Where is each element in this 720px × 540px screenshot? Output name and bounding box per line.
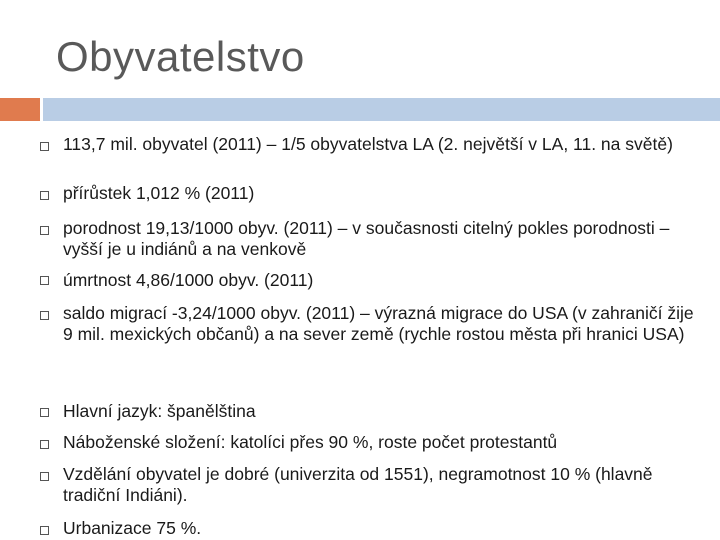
square-bullet-icon: [40, 408, 49, 417]
square-bullet-icon: [40, 311, 49, 320]
bullet-text: porodnost 19,13/1000 obyv. (2011) – v současnosti citelný pokles porodnosti – vyšší je u indiánů a na venkově: [63, 218, 670, 259]
bullet-text: Urbanizace 75 %.: [63, 518, 202, 538]
square-bullet-icon: [40, 526, 49, 535]
square-bullet-icon: [40, 276, 49, 285]
bullet-text: saldo migrací -3,24/1000 obyv. (2011) – výrazná migrace do USA (v zahraničí žije 9 mil. mexických občanů) a na sever země (rychle rostou města při hranici USA): [63, 303, 694, 344]
slide-title: Obyvatelstvo: [56, 33, 305, 80]
bullet-text: Vzdělání obyvatel je dobré (univerzita od 1551), negramotnost 10 % (hlavně tradiční Indiáni).: [63, 464, 653, 505]
title-accent-bar-orange: [0, 98, 40, 121]
bullet-text: Hlavní jazyk: španělština: [63, 401, 256, 421]
title-accent-bar-blue: [43, 98, 720, 121]
square-bullet-icon: [40, 440, 49, 449]
square-bullet-icon: [40, 191, 49, 200]
bullet-text: úmrtnost 4,86/1000 obyv. (2011): [63, 270, 314, 290]
square-bullet-icon: [40, 142, 49, 151]
square-bullet-icon: [40, 472, 49, 481]
square-bullet-icon: [40, 226, 49, 235]
bullet-text: přírůstek 1,012 % (2011): [63, 183, 255, 203]
bullet-text: 113,7 mil. obyvatel (2011) – 1/5 obyvatelstva LA (2. největší v LA, 11. na světě): [63, 134, 673, 154]
bullet-text: Náboženské složení: katolíci přes 90 %, roste počet protestantů: [63, 432, 558, 452]
